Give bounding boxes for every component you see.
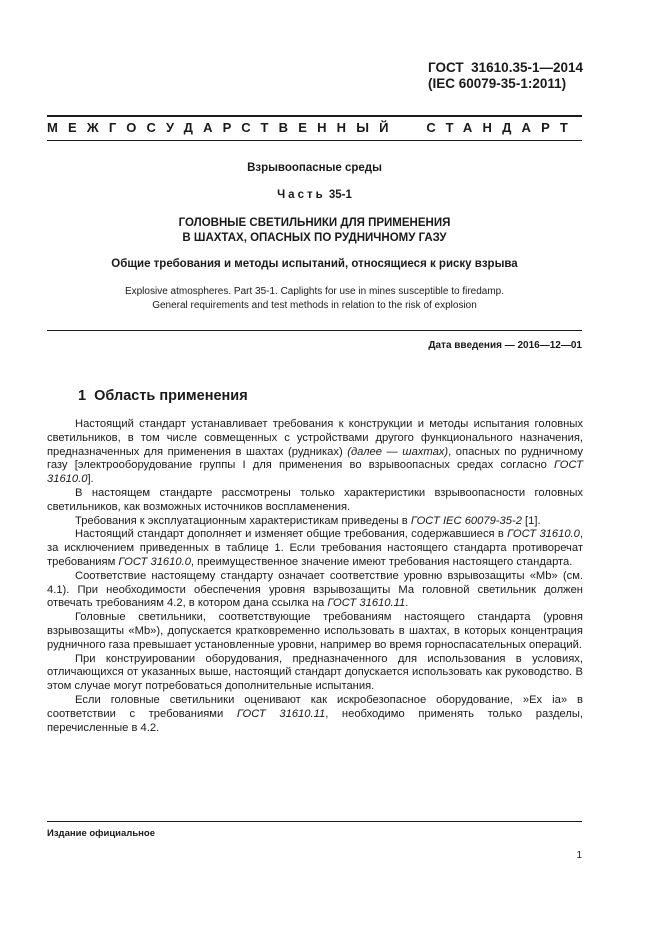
english-title xyxy=(47,285,582,313)
main-title-line-2: В ШАХТАХ, ОПАСНЫХ ПО РУДНИЧНОМУ ГАЗУ xyxy=(182,232,447,244)
document-code xyxy=(428,60,583,92)
paragraph-7: При конструировании оборудования, предназначенного для использования в условиях, отличающихся от указанных выше, настоящий стандарт допускается использовать как руководство. В этом случае могут потребоваться дополнительные испытания. xyxy=(47,652,583,693)
footer-rule xyxy=(47,821,582,822)
main-title-line-1: ГОЛОВНЫЕ СВЕТИЛЬНИКИ ДЛЯ ПРИМЕНЕНИЯ xyxy=(178,217,451,229)
date-rule xyxy=(47,330,582,331)
edition-label: Издание официальное xyxy=(47,828,155,839)
english-title-line-1: Explosive atmospheres. Part 35-1. Caplights for use in mines susceptible to firedamp. xyxy=(124,286,505,297)
english-title-line-2: General requirements and test methods in relation to the risk of explosion xyxy=(152,300,477,311)
gost-number: ГОСТ 31610.35-1—2014 xyxy=(428,60,583,75)
title-line-1: Взрывоопасные среды xyxy=(247,162,382,174)
paragraph-3: Требования к эксплуатационным характеристикам приведены в ГОСТ IEC 60079-35-2 [1]. xyxy=(75,514,541,527)
introduction-date: Дата введения — 2016—12—01 xyxy=(428,340,582,351)
paragraph-5: Соответствие настоящему стандарту означает соответствие уровню взрывозащиты «Mb» (см. 4.1). При необходимости обеспечения уровня взрывозащиты Ма головной светильник должен отвечать требованиям 4.2, в котором дана ссылка на ГОСТ 31610.11. xyxy=(47,569,583,610)
iec-number: (IEC 60079-35-1:2011) xyxy=(428,76,567,91)
main-title xyxy=(47,216,582,246)
section-body xyxy=(47,418,583,735)
paragraph-8: Если головные светильники оценивают как искробезопасное оборудование, »Ex ia» в соответствии с требованиями ГОСТ 31610.11, необходимо применять только разделы, перечисленные в 4.2. xyxy=(47,693,583,734)
section-heading: 1 Область применения xyxy=(78,388,248,404)
interstate-standard-banner: МЕЖГОСУДАРСТВЕННЫЙ СТАНДАРТ xyxy=(47,120,578,135)
paragraph-2: В настоящем стандарте рассмотрены только характеристики взрывоопасности головных светильников, как возможных источников воспламенения. xyxy=(47,486,583,513)
part-line xyxy=(47,189,582,201)
top-rule xyxy=(47,115,582,117)
banner-rule xyxy=(47,140,582,141)
paragraph-1: Настоящий стандарт устанавливает требования к конструкции и методы испытания головных светильников, в том числе совмещенных с устройствами другого функционального назначения, предназначенных для применения в шахтах (рудниках) (далее — шахтах), опасных по рудничному газу [электрооборудование группы I для применения во взрывоопасных средах согласно ГОСТ 31610.0]. xyxy=(47,418,583,486)
page-number: 1 xyxy=(576,850,582,861)
paragraph-6: Головные светильники, соответствующие требованиям настоящего стандарта (уровня взрывозащиты «Mb»), допускается кратковременно использовать в шахтах, в которых концентрация рудничного газа превышает установленные уровни, например во время горноспасательных операций. xyxy=(47,611,583,651)
part-label: Часть xyxy=(277,189,326,201)
paragraph-4: Настоящий стандарт дополняет и изменяет общие требования, содержавшиеся в ГОСТ 31610.0, за исключением приведенных в таблице 1. Если требования настоящего стандарта противоречат требованиям ГОСТ 31610.0, преимущественное значение имеют требования настоящего стандарта. xyxy=(47,528,583,568)
subtitle: Общие требования и методы испытаний, относящиеся к риску взрыва xyxy=(111,258,518,270)
part-number: 35-1 xyxy=(328,189,352,201)
